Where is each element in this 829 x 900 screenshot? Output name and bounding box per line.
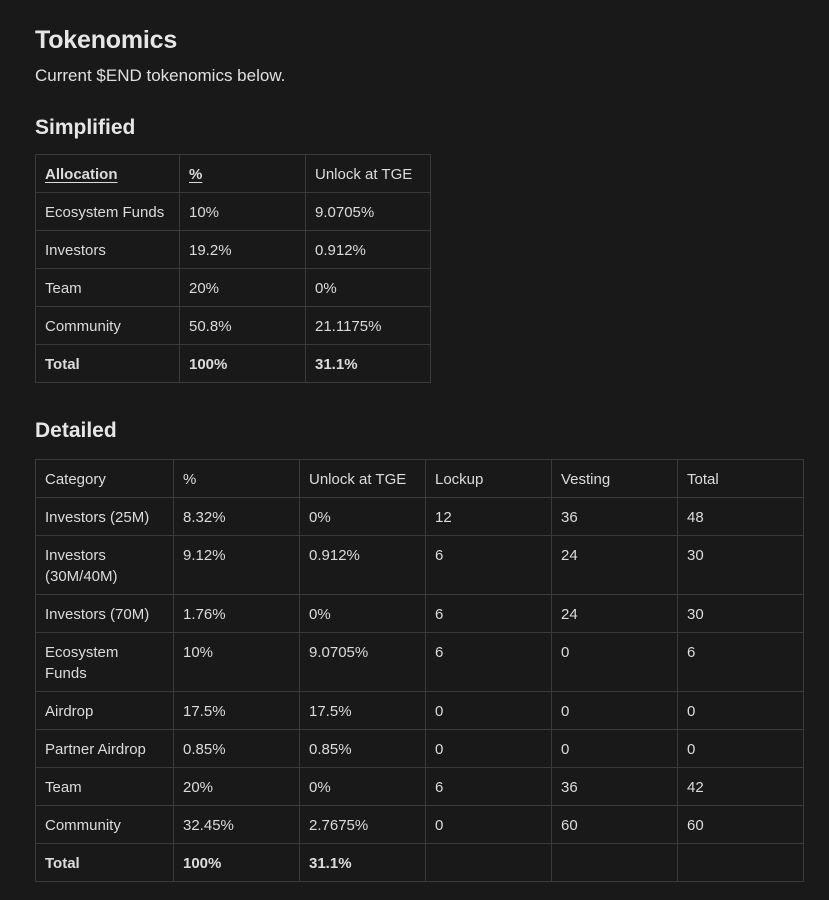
table-cell[interactable]: 0.85%	[300, 730, 426, 768]
table-cell[interactable]: Investors	[36, 231, 180, 269]
table-row	[36, 307, 431, 345]
table-cell[interactable]: Airdrop	[36, 692, 174, 730]
page-subtitle: Current $END tokenomics below.	[35, 66, 286, 85]
detailed-heading: Detailed	[35, 419, 117, 442]
table-cell[interactable]: 50.8%	[180, 307, 306, 345]
table-cell[interactable]: 6	[426, 536, 552, 595]
table-cell[interactable]: 36	[552, 768, 678, 806]
column-header-allocation[interactable]: Allocation	[36, 155, 180, 193]
table-cell[interactable]: 31.1%	[300, 844, 426, 882]
column-header-unlock-at-tge[interactable]: Unlock at TGE	[306, 155, 431, 193]
table-cell[interactable]: 30	[678, 595, 804, 633]
detailed-table	[35, 459, 804, 882]
table-cell[interactable]: 17.5%	[300, 692, 426, 730]
table-cell[interactable]: 6	[678, 633, 804, 692]
column-header-unlock-at-tge[interactable]: Unlock at TGE	[300, 460, 426, 498]
table-cell[interactable]: Total	[36, 844, 174, 882]
table-row	[36, 595, 804, 633]
table-row	[36, 633, 804, 692]
table-row	[36, 692, 804, 730]
table-row	[36, 730, 804, 768]
column-header-vesting[interactable]: Vesting	[552, 460, 678, 498]
table-cell[interactable]: 48	[678, 498, 804, 536]
table-cell[interactable]	[552, 844, 678, 882]
table-row	[36, 269, 431, 307]
simplified-heading: Simplified	[35, 116, 136, 139]
table-row	[36, 768, 804, 806]
table-cell[interactable]: 0	[426, 692, 552, 730]
table-cell[interactable]: Partner Airdrop	[36, 730, 174, 768]
column-header-percent[interactable]: %	[180, 155, 306, 193]
table-cell[interactable]: 0.912%	[306, 231, 431, 269]
table-cell[interactable]: 0	[552, 692, 678, 730]
table-cell[interactable]: Investors (30M/40M)	[36, 536, 174, 595]
table-cell[interactable]: 10%	[180, 193, 306, 231]
table-cell[interactable]: Total	[36, 345, 180, 383]
table-cell[interactable]: 2.7675%	[300, 806, 426, 844]
table-cell[interactable]: 9.12%	[174, 536, 300, 595]
table-cell[interactable]: 42	[678, 768, 804, 806]
table-cell[interactable]: 1.76%	[174, 595, 300, 633]
table-cell[interactable]: 36	[552, 498, 678, 536]
table-cell[interactable]: Ecosystem Funds	[36, 193, 180, 231]
table-cell[interactable]: 17.5%	[174, 692, 300, 730]
table-cell[interactable]: 31.1%	[306, 345, 431, 383]
table-cell[interactable]: Team	[36, 269, 180, 307]
table-header-row	[36, 460, 804, 498]
table-header-row	[36, 155, 431, 193]
table-cell[interactable]: 30	[678, 536, 804, 595]
table-cell[interactable]: 6	[426, 633, 552, 692]
table-cell[interactable]: 0%	[300, 498, 426, 536]
table-cell[interactable]: 0%	[300, 595, 426, 633]
table-total-row	[36, 844, 804, 882]
table-cell[interactable]: Investors (25M)	[36, 498, 174, 536]
table-cell[interactable]: 10%	[174, 633, 300, 692]
column-header-category[interactable]: Category	[36, 460, 174, 498]
table-row	[36, 231, 431, 269]
table-cell[interactable]: 24	[552, 595, 678, 633]
table-cell[interactable]: 0	[426, 806, 552, 844]
table-cell[interactable]: Community	[36, 806, 174, 844]
table-cell[interactable]: 0	[678, 730, 804, 768]
table-cell[interactable]: 24	[552, 536, 678, 595]
table-cell[interactable]	[678, 844, 804, 882]
table-cell[interactable]: 0	[552, 730, 678, 768]
table-cell[interactable]	[426, 844, 552, 882]
page-title: Tokenomics	[35, 26, 178, 54]
table-cell[interactable]: 0%	[306, 269, 431, 307]
table-cell[interactable]: 0	[678, 692, 804, 730]
table-cell[interactable]: 100%	[180, 345, 306, 383]
simplified-table	[35, 154, 431, 383]
column-header-total[interactable]: Total	[678, 460, 804, 498]
table-cell[interactable]: 0	[426, 730, 552, 768]
table-cell[interactable]: Ecosystem Funds	[36, 633, 174, 692]
table-cell[interactable]: 6	[426, 768, 552, 806]
table-cell[interactable]: 0%	[300, 768, 426, 806]
table-row	[36, 193, 431, 231]
column-header-lockup[interactable]: Lockup	[426, 460, 552, 498]
table-row	[36, 498, 804, 536]
table-cell[interactable]: 20%	[180, 269, 306, 307]
table-cell[interactable]: 60	[552, 806, 678, 844]
table-cell[interactable]: 21.1175%	[306, 307, 431, 345]
table-cell[interactable]: 9.0705%	[306, 193, 431, 231]
table-cell[interactable]: 32.45%	[174, 806, 300, 844]
table-row	[36, 536, 804, 595]
table-cell[interactable]: 0	[552, 633, 678, 692]
table-cell[interactable]: Community	[36, 307, 180, 345]
table-cell[interactable]: Investors (70M)	[36, 595, 174, 633]
table-total-row	[36, 345, 431, 383]
table-cell[interactable]: 0.912%	[300, 536, 426, 595]
table-cell[interactable]: 60	[678, 806, 804, 844]
table-cell[interactable]: 100%	[174, 844, 300, 882]
table-cell[interactable]: 9.0705%	[300, 633, 426, 692]
table-row	[36, 806, 804, 844]
table-cell[interactable]: 0.85%	[174, 730, 300, 768]
table-cell[interactable]: 6	[426, 595, 552, 633]
table-cell[interactable]: Team	[36, 768, 174, 806]
table-cell[interactable]: 12	[426, 498, 552, 536]
table-cell[interactable]: 8.32%	[174, 498, 300, 536]
table-cell[interactable]: 20%	[174, 768, 300, 806]
column-header-percent[interactable]: %	[174, 460, 300, 498]
table-cell[interactable]: 19.2%	[180, 231, 306, 269]
